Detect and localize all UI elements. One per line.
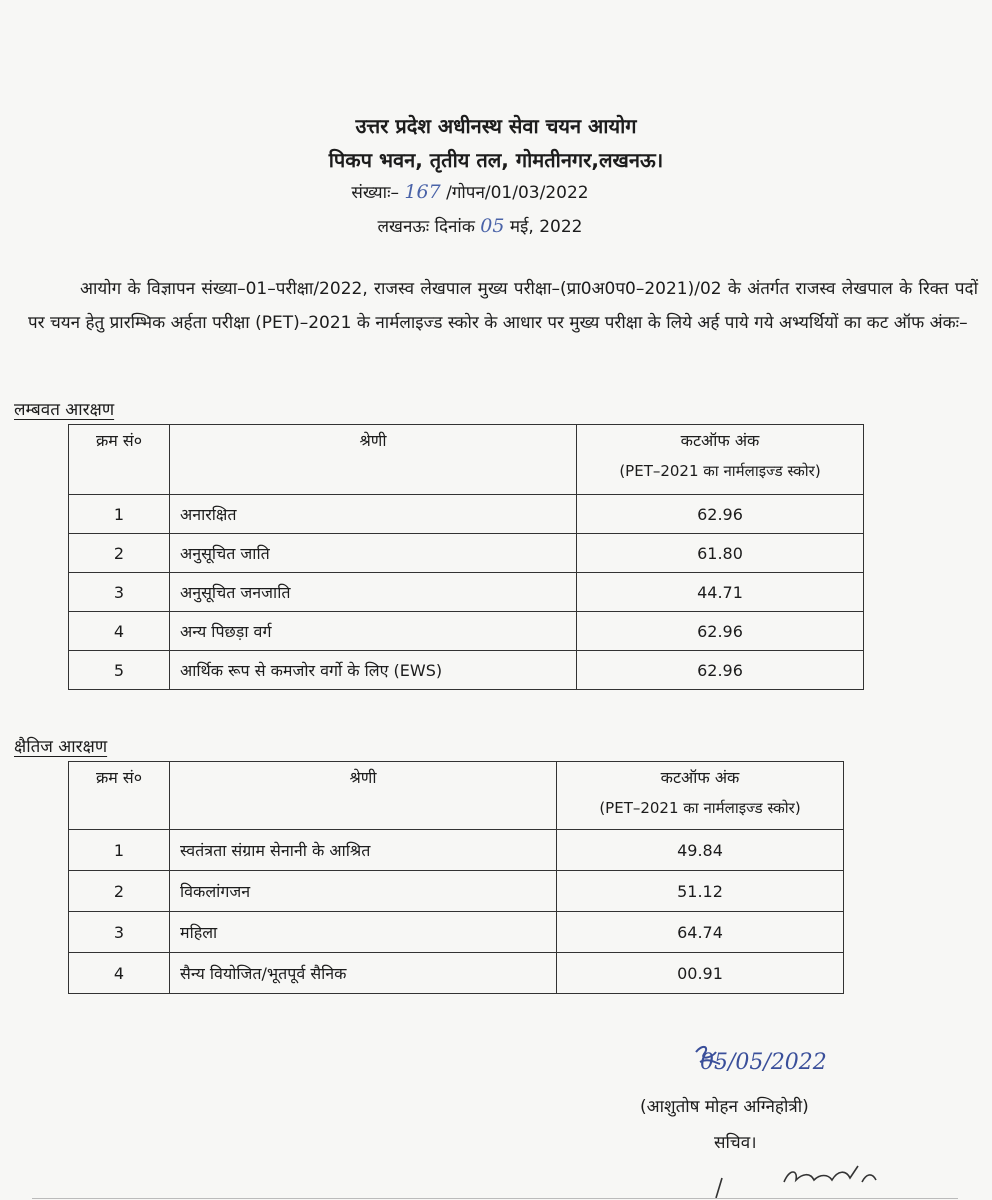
row-cutoff: 61.80 <box>577 534 864 573</box>
table-row <box>69 651 864 690</box>
signatory-name: (आशुतोष मोहन अग्निहोत्री) <box>640 1097 809 1117</box>
col-sno-header: क्रम सं० <box>69 425 170 495</box>
table-header-row <box>69 425 864 495</box>
signature-date-handwritten: 05/05/2022 <box>700 1050 827 1075</box>
row-sno: 1 <box>69 830 170 871</box>
row-cutoff: 44.71 <box>577 573 864 612</box>
row-category: स्वतंत्रता संग्राम सेनानी के आश्रित <box>170 830 557 871</box>
row-cutoff: 49.84 <box>557 830 844 871</box>
row-category: विकलांगजन <box>170 871 557 912</box>
initials-scribble-icon <box>780 1160 880 1190</box>
ref-number-handwritten: 167 <box>404 181 441 203</box>
ref-suffix: /गोपन/01/03/2022 <box>446 183 589 203</box>
intro-paragraph: आयोग के विज्ञापन संख्या–01–परीक्षा/2022, राजस्व लेखपाल मुख्य परीक्षा–(प्रा0अ0प0–2021)/02 के अंतर्गत राजस्व लेखपाल के रिक्त पदों पर चयन हेतु प्रारम्भिक अर्हता परीक्षा (PET)–2021 के नार्मलाइज्ड स्कोर के आधार पर मुख्य परीक्षा के लिये अर्ह पाये गये अभ्यर्थियों का कट ऑफ अंकः– <box>28 279 978 333</box>
col-category-header: श्रेणी <box>170 762 557 830</box>
row-cutoff: 64.74 <box>557 912 844 953</box>
date-prefix: लखनऊः दिनांक <box>377 217 475 237</box>
col-cutoff-header <box>577 425 864 495</box>
row-category: अन्य पिछड़ा वर्ग <box>170 612 577 651</box>
issue-date <box>270 214 690 237</box>
org-address: पिकप भवन, तृतीय तल, गोमतीनगर,लखनऊ। <box>328 148 664 172</box>
row-category: अनारक्षित <box>170 495 577 534</box>
row-sno: 4 <box>69 953 170 994</box>
cutoff-title: कटऑफ अंक <box>660 768 740 787</box>
row-sno: 4 <box>69 612 170 651</box>
row-sno: 2 <box>69 534 170 573</box>
table-row <box>69 534 864 573</box>
table-row <box>69 830 844 871</box>
row-cutoff: 00.91 <box>557 953 844 994</box>
vertical-reservation-title: लम्बवत आरक्षण <box>14 400 115 420</box>
date-suffix: मई, 2022 <box>509 217 583 237</box>
horizontal-reservation-table <box>68 761 844 994</box>
org-name: उत्तर प्रदेश अधीनस्थ सेवा चयन आयोग <box>355 114 637 138</box>
row-sno: 3 <box>69 912 170 953</box>
row-sno: 1 <box>69 495 170 534</box>
date-day-handwritten: 05 <box>480 215 505 237</box>
row-category: आर्थिक रूप से कमजोर वर्गो के लिए (EWS) <box>170 651 577 690</box>
row-sno: 3 <box>69 573 170 612</box>
row-cutoff: 51.12 <box>557 871 844 912</box>
table-row <box>69 495 864 534</box>
row-sno: 2 <box>69 871 170 912</box>
table-row <box>69 612 864 651</box>
signatory-designation: सचिव। <box>714 1133 757 1153</box>
horizontal-reservation-title: क्षैतिज आरक्षण <box>14 737 108 757</box>
col-sno-header: क्रम सं० <box>69 762 170 830</box>
ref-prefix: संख्याः– <box>351 183 400 203</box>
row-sno: 5 <box>69 651 170 690</box>
table-row <box>69 573 864 612</box>
reference-number <box>260 180 680 203</box>
row-category: महिला <box>170 912 557 953</box>
row-cutoff: 62.96 <box>577 495 864 534</box>
cutoff-note: (PET–2021 का नार्मलाइज्ड स्कोर) <box>599 799 801 817</box>
table-row <box>69 871 844 912</box>
row-category: अनुसूचित जनजाति <box>170 573 577 612</box>
row-cutoff: 62.96 <box>577 612 864 651</box>
col-cutoff-header <box>557 762 844 830</box>
row-category: अनुसूचित जाति <box>170 534 577 573</box>
table-row <box>69 912 844 953</box>
row-cutoff: 62.96 <box>577 651 864 690</box>
vertical-reservation-table <box>68 424 864 690</box>
table-row <box>69 953 844 994</box>
cutoff-title: कटऑफ अंक <box>680 431 760 450</box>
row-category: सैन्य वियोजित/भूतपूर्व सैनिक <box>170 953 557 994</box>
pen-stroke-icon <box>712 1176 726 1200</box>
col-category-header: श्रेणी <box>170 425 577 495</box>
table-header-row <box>69 762 844 830</box>
page-edge-divider <box>32 1198 958 1199</box>
cutoff-note: (PET–2021 का नार्मलाइज्ड स्कोर) <box>619 462 821 480</box>
